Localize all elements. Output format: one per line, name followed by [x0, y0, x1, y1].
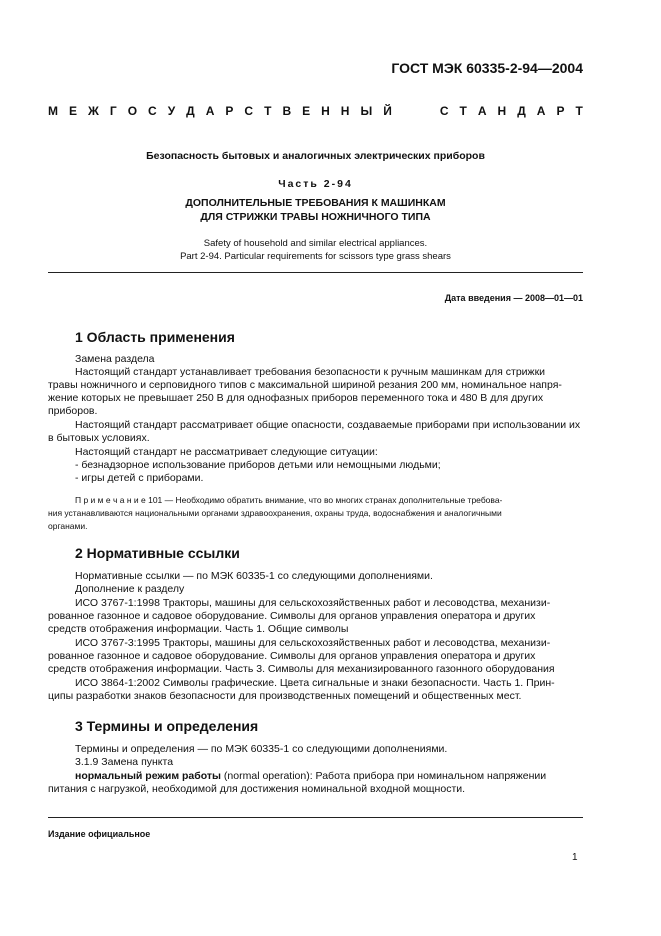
- document-title-line-2: ДЛЯ СТРИЖКИ ТРАВЫ НОЖНИЧНОГО ТИПА: [200, 211, 431, 223]
- mezh-letter: Т: [264, 104, 272, 118]
- section-3-heading: 3 Термины и определения: [75, 718, 259, 734]
- s1-line: травы ножничного и серповидного типов с максимальной шириной резания 200 мм, номинальное напря-: [48, 379, 562, 391]
- s1-list-item: - безнадзорное использование приборов детьми или немощными людьми;: [75, 459, 441, 471]
- introduction-date: Дата введения — 2008—01—01: [444, 293, 583, 303]
- mezh-letter: О: [127, 104, 138, 118]
- s1-line: Настоящий стандарт не рассматривает следующие ситуации:: [75, 446, 378, 458]
- standart-letter: Т: [575, 104, 583, 118]
- mezh-letter: Н: [340, 104, 350, 118]
- mezh-letter: Н: [321, 104, 330, 118]
- part-number: Часть 2-94: [278, 178, 353, 190]
- defined-term: нормальный режим работы: [75, 770, 222, 782]
- s2-line: ИСО 3864-1:2002 Символы графические. Цвета сигнальные и знаки безопасности. Часть 1. Прин-: [75, 677, 555, 689]
- mezh-letter: А: [205, 104, 215, 118]
- english-title-line-1: Safety of household and similar electrical appliances.: [203, 238, 428, 249]
- s2-line: средств отображения информации. Часть 3. Символы для механизированного газонного оборудования: [48, 663, 555, 675]
- mezh-letter: С: [148, 104, 157, 118]
- s2-line: рованное газонное и садовое оборудование. Символы для органов управления оператора и других: [48, 650, 536, 662]
- document-title-line-1: ДОПОЛНИТЕЛЬНЫЕ ТРЕБОВАНИЯ К МАШИНКАМ: [185, 197, 446, 209]
- s1-note: П р и м е ч а н и е 101 — Необходимо обратить внимание, что во многих странах дополнительные требова-: [75, 495, 503, 505]
- s1-note: ния устанавливаются национальными органами здравоохранения, охраны труда, водоснабжения и аналогичными: [48, 508, 502, 518]
- s2-line: рованное газонное и садовое оборудование. Символы для органов управления оператора и других: [48, 610, 536, 622]
- standart-letter: Н: [497, 104, 507, 118]
- s2-line: ИСО 3767-1:1998 Тракторы, машины для сельскохозяйственных работ и лесоводства, механизи-: [75, 597, 551, 609]
- s1-line: Замена раздела: [75, 353, 155, 365]
- s3-line: питания с нагрузкой, необходимой для достижения номинальной входной мощности.: [48, 783, 466, 795]
- s2-line: Дополнение к разделу: [75, 583, 185, 595]
- standart-letter: Р: [556, 104, 565, 118]
- document-code: ГОСТ МЭК 60335-2-94—2004: [391, 60, 583, 76]
- s3-line: Термины и определения — по МЭК 60335-1 со следующими дополнениями.: [75, 743, 448, 755]
- document-subtitle: Безопасность бытовых и аналогичных электрических приборов: [146, 150, 485, 162]
- page-number: 1: [572, 852, 578, 863]
- s1-note: органами.: [48, 521, 88, 531]
- s2-line: Нормативные ссылки — по МЭК 60335-1 со следующими дополнениями.: [75, 570, 433, 582]
- s3-line: 3.1.9 Замена пункта: [75, 756, 174, 768]
- mezh-letter: Е: [69, 104, 78, 118]
- mezh-letter: Г: [109, 104, 117, 118]
- standart-letter: С: [439, 104, 449, 118]
- standart-letter: А: [477, 104, 487, 118]
- s1-line: жение которых не превышает 250 В для однофазных приборов переменного тока и 480 В для других: [48, 392, 544, 404]
- mezh-letter: Ж: [88, 104, 99, 118]
- s1-line: в бытовых условиях.: [48, 432, 150, 444]
- s1-list-item: - игры детей с приборами.: [75, 472, 204, 484]
- mezh-letter: Е: [302, 104, 311, 118]
- mezh-letter: Р: [225, 104, 234, 118]
- section-2-heading: 2 Нормативные ссылки: [75, 545, 240, 561]
- official-edition-label: Издание официальное: [48, 829, 151, 839]
- definition-text: (normal operation): Работа прибора при номинальном напряжении: [221, 770, 547, 782]
- s2-line: ИСО 3767-3:1995 Тракторы, машины для сельскохозяйственных работ и лесоводства, механизи-: [75, 637, 551, 649]
- mezh-letter: Д: [186, 104, 195, 118]
- section-1-heading: 1 Область применения: [75, 329, 235, 345]
- s3-definition-line: [75, 770, 546, 783]
- banner-word-gap: [403, 104, 429, 118]
- s2-line: средств отображения информации. Часть 1. Общие символы: [48, 623, 349, 635]
- mezh-letter: Й: [383, 104, 392, 118]
- s1-line: Настоящий стандарт устанавливает требования безопасности к ручным машинкам для стрижки: [75, 366, 546, 378]
- mezh-letter: В: [282, 104, 292, 118]
- s2-line: ципы разработки знаков безопасности для производственных помещений и общественных мест.: [48, 690, 522, 702]
- mezh-letter: Ы: [360, 104, 373, 118]
- title-divider: [48, 272, 583, 273]
- mezh-letter: У: [167, 104, 176, 118]
- footer-divider: [48, 817, 583, 818]
- mezh-letter: М: [48, 104, 58, 118]
- mezh-letter: С: [244, 104, 254, 118]
- s1-line: приборов.: [48, 405, 98, 417]
- standart-letter: Д: [517, 104, 526, 118]
- standart-letter: Т: [459, 104, 467, 118]
- standart-letter: А: [536, 104, 546, 118]
- s1-line: Настоящий стандарт рассматривает общие опасности, создаваемые приборами при использовании их: [75, 419, 581, 431]
- interstate-standard-banner: [48, 104, 583, 118]
- english-title-line-2: Part 2-94. Particular requirements for scissors type grass shears: [180, 251, 451, 262]
